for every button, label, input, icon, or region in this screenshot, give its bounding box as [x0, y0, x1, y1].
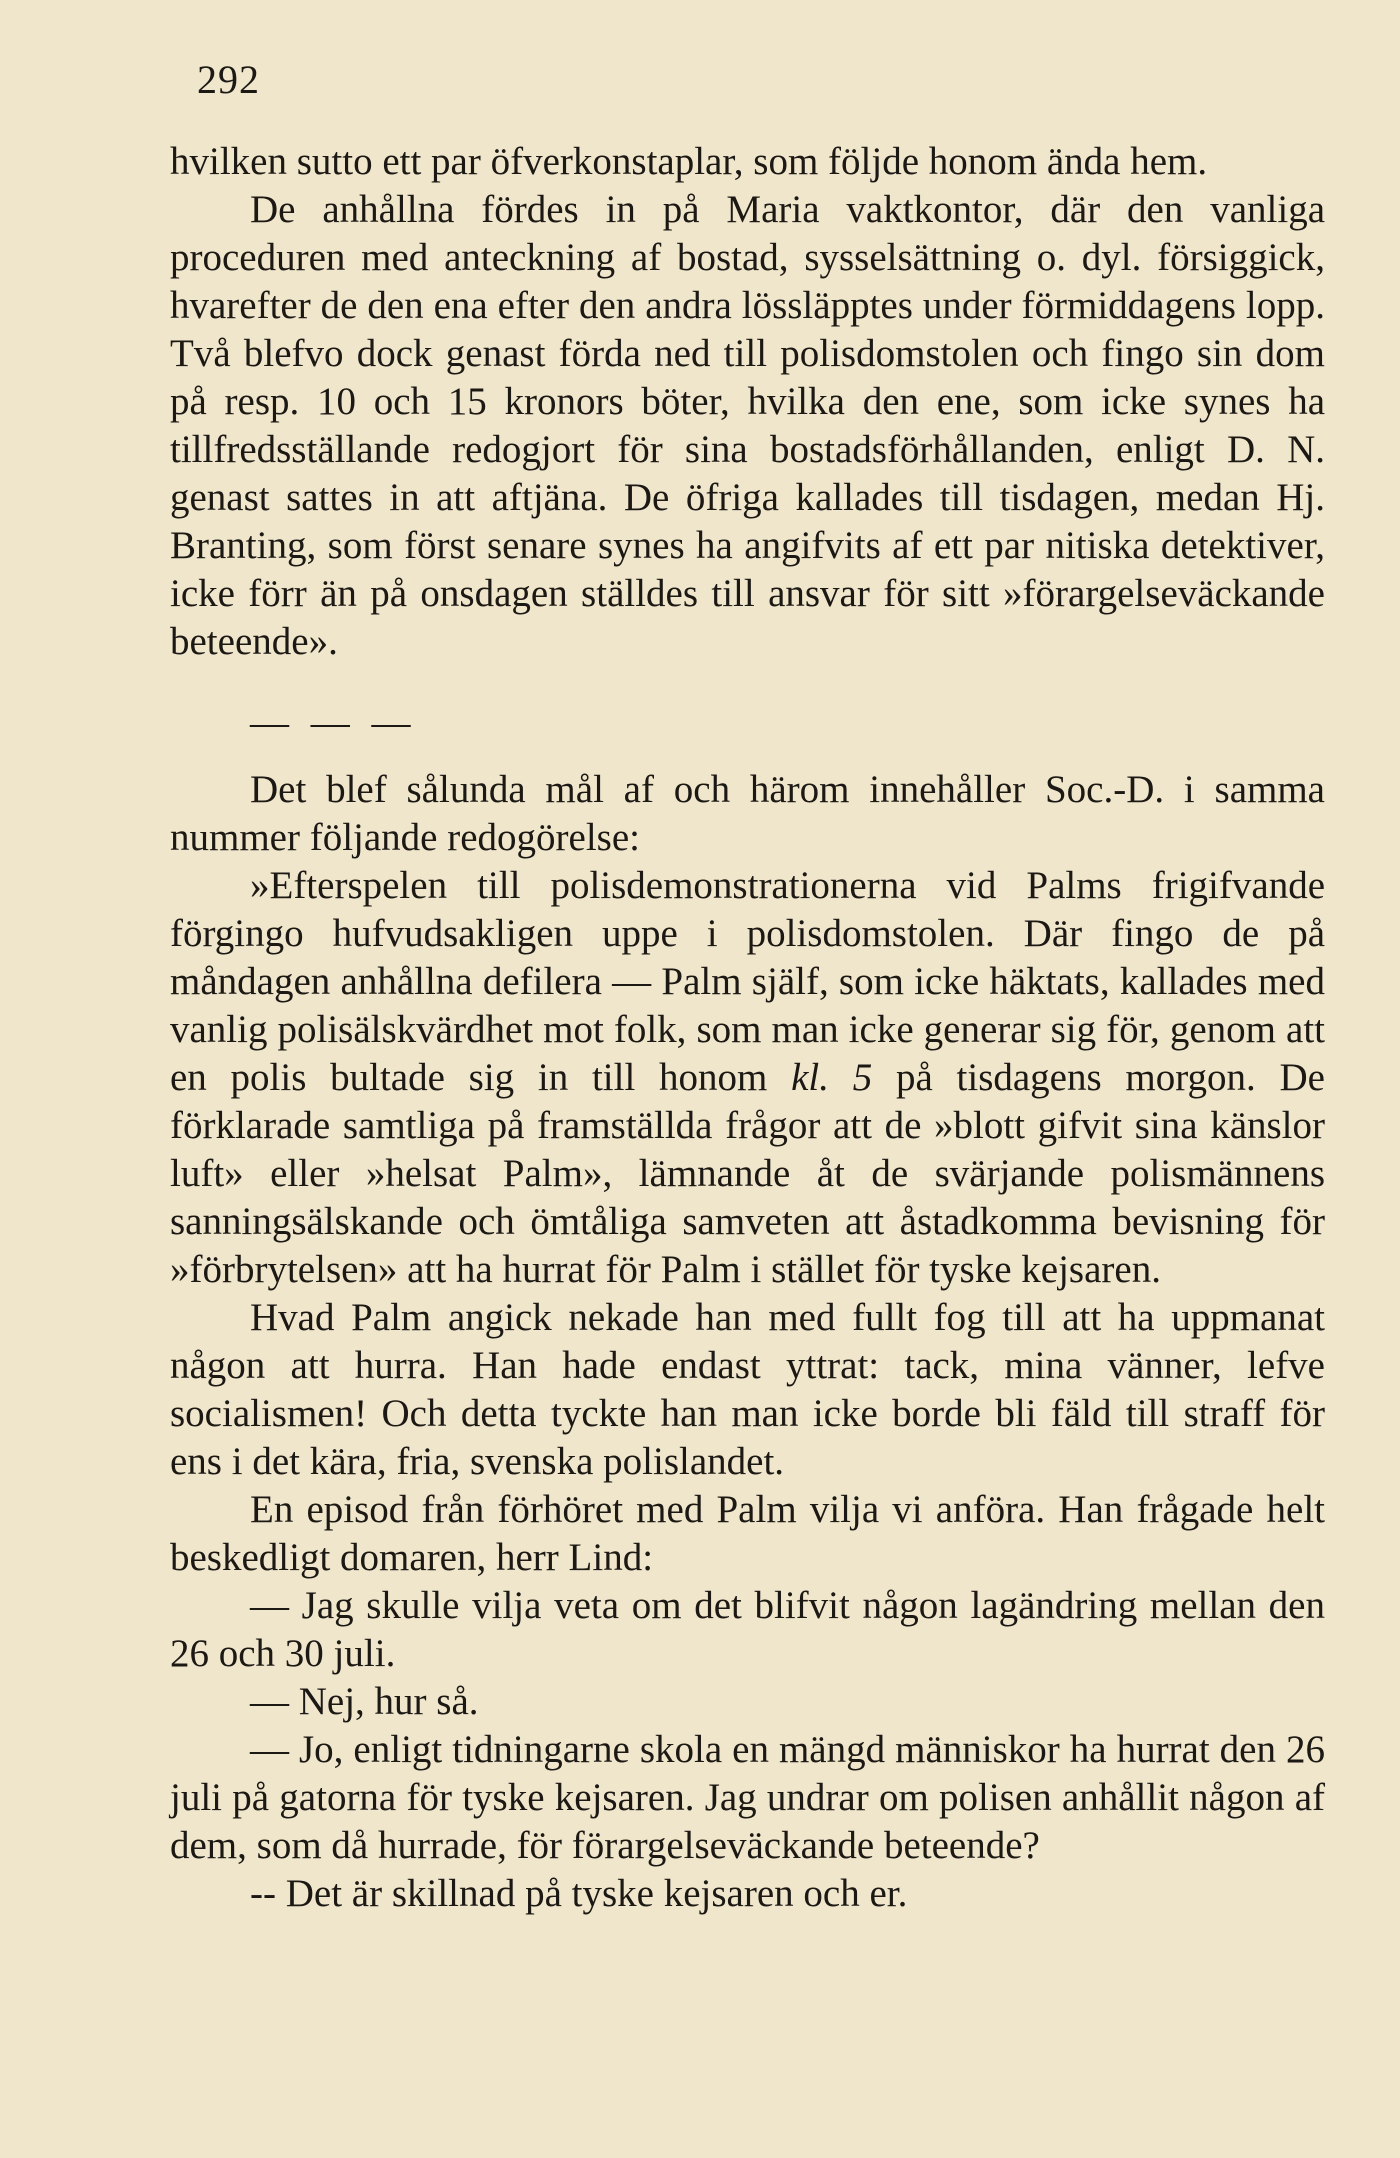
dialogue-line: — Jo, enligt tidningarne skola en mängd människor ha hurrat den 26 juli på gatorna för tyske kejsaren. Jag undrar om polisen anhållit någon af dem, som då hurrade, för förargelseväckande beteende?	[170, 1728, 1325, 1867]
quote-text-a: »Efterspelen till polisdemonstrationerna vid Palms frigifvande förgingo hufvudsakligen uppe i polisdomstolen. Där fingo de på måndagen anhållna defilera — Palm själf, som icke häktats, kallades med vanlig polisälskvärdhet mot folk, som man icke generar sig för, genom att en polis bultade sig in till honom	[170, 864, 1325, 1099]
section-separator: — — —	[250, 701, 417, 744]
quote-text-b: på tisdagens morgon. De förklarade samtliga på framställda frågor att de »blott gifvit sina känslor luft» eller »helsat Palm», lämnande åt de svärjande polismännens sanningsälskande och ömtåliga samveten att åstadkomma bevisning för »förbrytelsen» att ha hurrat för Palm i stället för tyske kejsaren.	[170, 1056, 1325, 1291]
paragraph-episode: En episod från förhöret med Palm vilja vi anföra. Han frågade helt beskedligt domaren, herr Lind:	[170, 1488, 1325, 1579]
quote-time-italic: kl. 5	[791, 1056, 873, 1099]
paragraph-quote-start	[170, 862, 1325, 1294]
continuation-paragraph: hvilken sutto ett par öfverkonstaplar, som följde honom ända hem.	[170, 140, 1208, 183]
body-text	[170, 138, 1325, 1918]
dialogue-line: -- Det är skillnad på tyske kejsaren och er.	[250, 1872, 908, 1915]
paragraph-soc-d: Det blef sålunda mål af och härom innehåller Soc.-D. i samma nummer följande redogörelse:	[170, 768, 1325, 859]
page-number: 292	[197, 57, 260, 102]
paragraph-palm: Hvad Palm angick nekade han med fullt fog till att ha uppmanat någon att hurra. Han hade endast yttrat: tack, mina vänner, lefve socialismen! Och detta tyckte han man icke borde bli fäld till straff för ens i det kära, fria, svenska polislandet.	[170, 1296, 1325, 1483]
dialogue-line: — Jag skulle vilja veta om det blifvit någon lagändring mellan den 26 och 30 juli.	[170, 1584, 1325, 1675]
dialogue-line: — Nej, hur så.	[250, 1680, 479, 1723]
paragraph-arrests: De anhållna fördes in på Maria vaktkontor, där den vanliga proceduren med anteckning af bostad, sysselsättning o. dyl. försiggick, hvarefter de den ena efter den andra lössläpptes under förmiddagens lopp. Två blefvo dock genast förda ned till polisdomstolen och fingo sin dom på resp. 10 och 15 kronors böter, hvilka den ene, som icke synes ha tillfredsställande redogjort för sina bostadsförhållanden, enligt D. N. genast sattes in att aftjäna. De öfriga kallades till tisdagen, medan Hj. Branting, som först senare synes ha angifvits af ett par nitiska detektiver, icke förr än på onsdagen ställdes till ansvar för sitt »förargelseväckande beteende».	[170, 188, 1325, 663]
